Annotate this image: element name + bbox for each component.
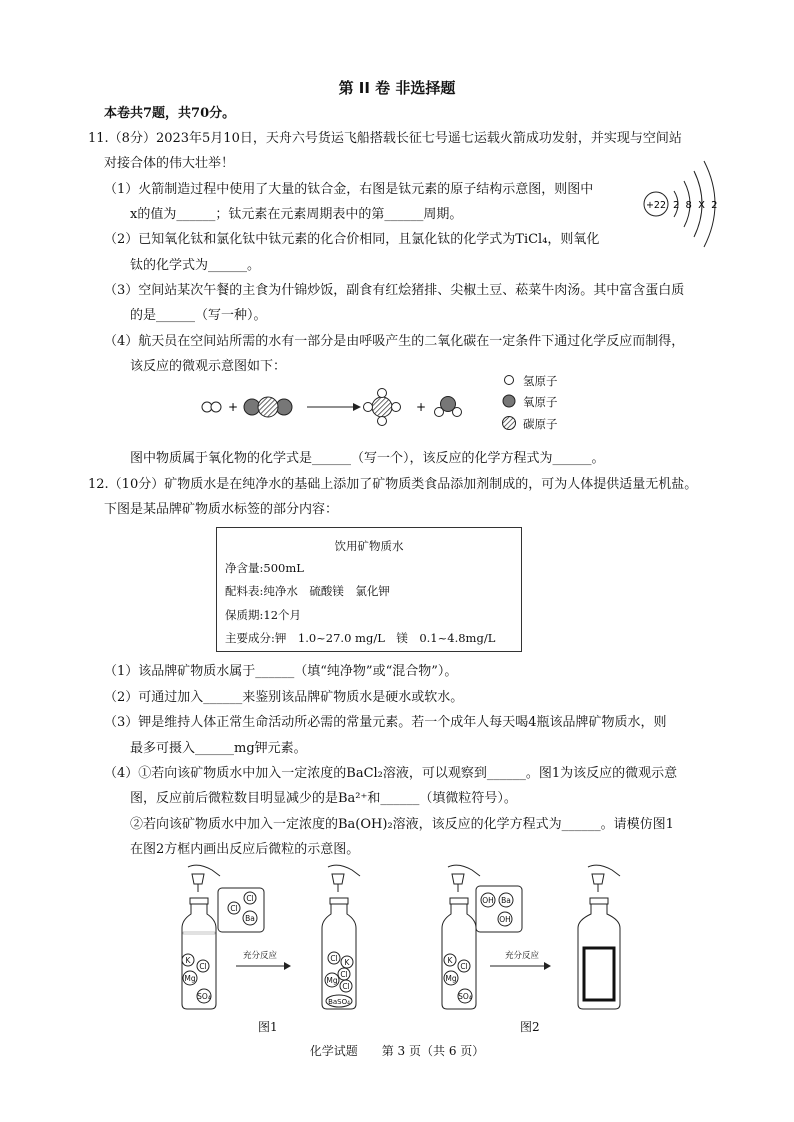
q12-part4-line1: （4）①若向该矿物质水中加入一定浓度的BaCl₂溶液，可以观察到______。图1为该反应的微观示意 — [104, 766, 678, 781]
q12-part2: （2）可通过加入______来鉴别该品牌矿物质水是硬水或软水。 — [104, 690, 464, 705]
q12-part3-line2: 最多可摄入______mg钾元素。 — [130, 741, 307, 756]
legend-carbon-label: 碳原子 — [523, 417, 558, 431]
ion-cl: Cl — [330, 954, 338, 963]
carbon-dioxide-molecule — [244, 397, 292, 417]
ion-k: K — [185, 956, 191, 965]
titanium-atom-diagram — [640, 155, 750, 250]
reaction-arrow — [307, 403, 361, 411]
precipitate-baso4: BaSO₄ — [328, 998, 350, 1006]
section-title: 第 II 卷 非选择题 — [338, 79, 456, 97]
q12-part1: （1）该品牌矿物质水属于______（填“纯净物”或“混合物”）。 — [104, 664, 458, 679]
q12-part4-line2: 图，反应前后微粒数目明显减少的是Ba²⁺和______（填微粒符号）。 — [130, 791, 517, 806]
q11-stem-line2: 对接合体的伟大壮举！ — [104, 156, 235, 171]
ion-mg: Mg — [445, 974, 457, 983]
fig1-bacl2-dropper-bubble — [218, 888, 264, 932]
label-shelf-life: 保质期:12个月 — [225, 608, 302, 622]
q11-part1-line2: x的值为______；钛元素在元素周期表中的第______周期。 — [130, 207, 463, 222]
q12-part3-line1: （3）钾是维持人体正常生命活动所必需的常量元素。若一个成年人每天喝4瓶该品牌矿物质水，则 — [104, 715, 667, 730]
q12-part4-line3: ②若向该矿物质水中加入一定浓度的Ba(OH)₂溶液，该反应的化学方程式为______。请模仿图1 — [130, 817, 674, 832]
mineral-water-label — [216, 527, 522, 652]
water-molecule — [435, 397, 462, 417]
q11-part2-line1: （2）已知氧化钛和氯化钛中钛元素的化合价相同，且氯化钛的化学式为TiCl₄，则氧化 — [104, 232, 600, 247]
q11-stem-line1: 11.（8分）2023年5月10日，天舟六号货运飞船搭载长征七号遥七运载火箭成功发射，并实现与空间站 — [88, 131, 682, 146]
fig2-arrow-label: 充分反应 — [504, 951, 540, 961]
hydrogen-molecule — [202, 402, 221, 412]
fig1-bottle-before — [182, 865, 220, 1009]
ion-cl: Cl — [230, 904, 238, 913]
legend-hydrogen-symbol — [505, 376, 514, 385]
legend-hydrogen-label: 氢原子 — [523, 374, 558, 388]
q11-part4-line1: （4）航天员在空间站所需的水有一部分是由呼吸产生的二氧化碳在一定条件下通过化学反应而制得， — [104, 334, 685, 349]
ion-k: K — [344, 958, 350, 967]
section-intro: 本卷共7题，共70分。 — [104, 106, 236, 121]
q12-stem-line1: 12.（10分）矿物质水是在纯净水的基础上添加了矿物质类食品添加剂制成的，可为人体提供适量无机盐。 — [88, 477, 698, 492]
ion-oh: OH — [482, 896, 494, 905]
legend-oxygen-symbol — [503, 395, 515, 407]
ion-mg: Mg — [184, 974, 196, 983]
legend-carbon-symbol — [503, 417, 516, 430]
fig2-bottle-before — [442, 865, 480, 1009]
q11-part1-line1: （1）火箭制造过程中使用了大量的钛合金，右图是钛元素的原子结构示意图，则图中 — [104, 182, 594, 197]
ion-mg: Mg — [326, 976, 338, 985]
ion-cl: Cl — [342, 982, 350, 991]
fig1-bottle-after — [322, 865, 360, 1009]
bottle-reaction-figures — [160, 862, 640, 1017]
svg-text:+: + — [228, 400, 239, 414]
atom-shell-electrons: 2 8 X 2 — [673, 200, 719, 211]
ion-ba: Ba — [501, 896, 511, 905]
q11-part3-line1: （3）空间站某次午餐的主食为什锦炒饭，副食有红烩猪排、尖椒土豆、菘菜牛肉汤。其中富含蛋白质 — [104, 283, 685, 298]
ion-cl: Cl — [199, 962, 207, 971]
ion-so4: SO₄ — [197, 992, 211, 1001]
fig2-caption: 图2 — [520, 1020, 540, 1034]
atom-legend-symbols — [500, 371, 520, 433]
ion-cl: Cl — [460, 962, 468, 971]
methane-molecule — [364, 389, 401, 426]
ion-k: K — [447, 956, 453, 965]
q11-part4-line2: 该反应的微观示意图如下： — [130, 359, 287, 374]
svg-text:+: + — [416, 400, 427, 414]
fig2-answer-box — [584, 948, 614, 1000]
legend-oxygen-label: 氧原子 — [523, 395, 558, 409]
label-ingredients: 配料表:纯净水 硫酸镁 氯化钾 — [225, 584, 390, 598]
q11-part4-question: 图中物质属于氧化物的化学式是______（写一个），该反应的化学方程式为______。 — [130, 451, 605, 466]
ion-oh: OH — [499, 915, 511, 924]
label-main-components: 主要成分:钾 1.0~27.0 mg/L 镁 0.1~4.8mg/L — [225, 631, 496, 645]
fig1-caption: 图1 — [258, 1020, 278, 1034]
ion-ba: Ba — [245, 914, 255, 923]
reaction-micro-diagram — [195, 380, 485, 430]
q12-part4-line4: 在图2方框内画出反应后微粒的示意图。 — [130, 842, 360, 857]
fig1-arrow-label: 充分反应 — [242, 951, 278, 961]
fig2-baoh2-dropper-bubble — [476, 886, 522, 932]
ion-cl: Cl — [246, 894, 254, 903]
fig2-arrow — [490, 950, 551, 970]
fig2-bottle-after-blank — [578, 865, 620, 1009]
q12-stem-line2: 下图是某品牌矿物质水标签的部分内容： — [104, 502, 339, 517]
q11-part3-line2: 的是______（写一种）。 — [130, 308, 267, 323]
page-footer: 化学试题 第 3 页（共 6 页） — [309, 1044, 485, 1058]
ion-so4: SO₄ — [458, 992, 472, 1001]
ion-cl: Cl — [340, 970, 348, 979]
label-title: 饮用矿物质水 — [334, 539, 404, 553]
atom-nucleus-charge: +22 — [645, 200, 667, 211]
fig1-arrow — [236, 950, 291, 970]
q11-part2-line2: 钛的化学式为______。 — [130, 258, 261, 273]
label-net-content: 净含量:500mL — [225, 561, 304, 575]
